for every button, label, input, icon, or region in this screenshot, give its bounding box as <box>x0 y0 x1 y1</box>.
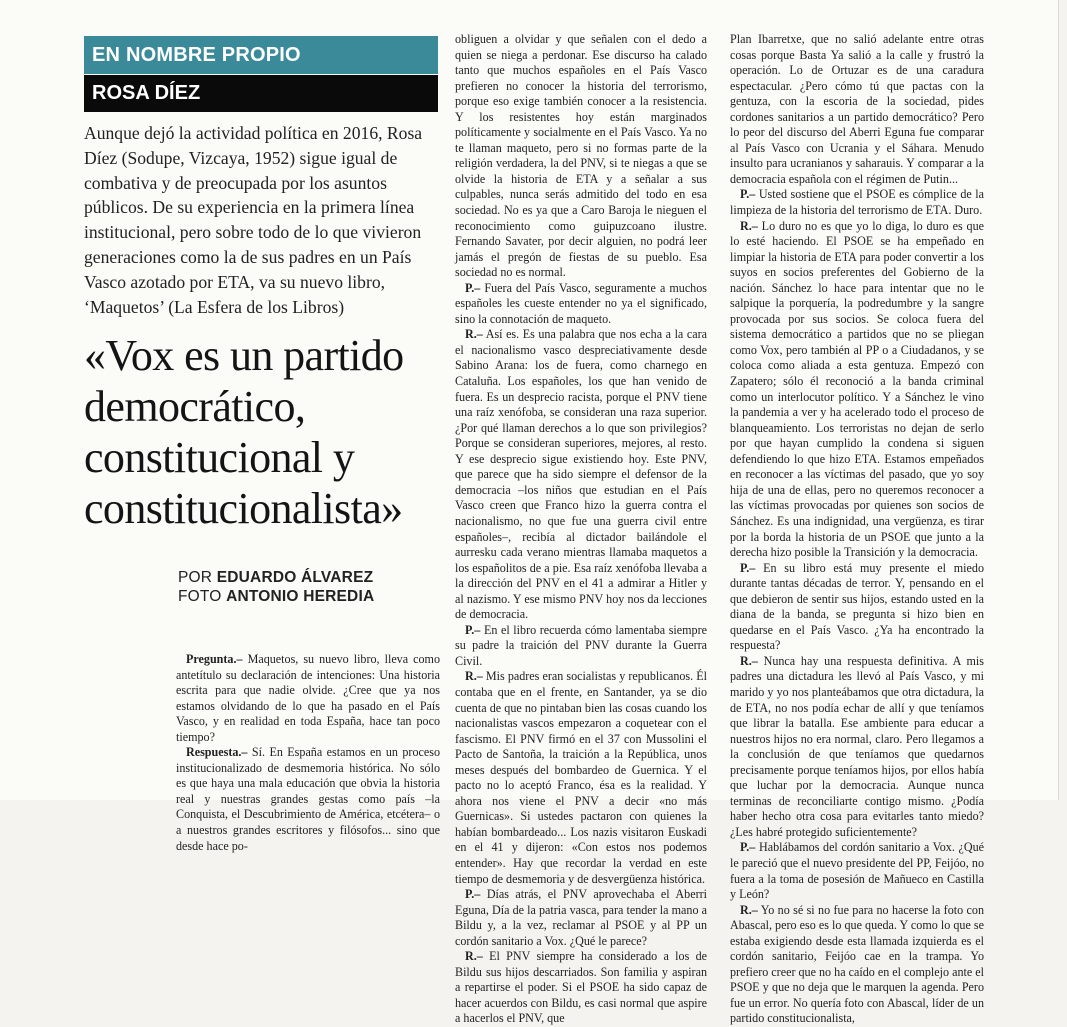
article-paragraph <box>730 187 984 218</box>
speaker-label: P.– <box>740 840 756 855</box>
paragraph-text: Yo no sé si no fue para no hacerse la foto con Abascal, pero eso es lo que queda. Y como lo que se estaba exigiendo desde esta llamada izquierda es el cordón sanitario, Feijóo cae en la trampa. Yo prefiero creer que no ha caído en el complejo ante el PSOE y que no deja que le marquen la agenda. Pero fue un error. No quería foto con Abascal, líder de un partido constitucionalista, <box>730 902 984 1026</box>
paragraph-text: Usted sostiene que el PSOE es cómplice de la limpieza de la historia del terrorismo de ETA. Duro. <box>730 187 984 218</box>
article-paragraph <box>455 887 707 949</box>
text-column-2 <box>455 32 707 1027</box>
intro-paragraph: Aunque dejó la actividad política en 2016, Rosa Díez (Sodupe, Vizcaya, 1952) sigue igual de combativa y de preocupada por los asuntos públicos. De su experiencia en la primera línea institucional, pero sobre todo de lo que vivieron generaciones como la de sus padres en un País Vasco azotado por ETA, va su nuevo libro, ‘Maquetos’ (La Esfera de los Libros) <box>84 123 423 317</box>
paragraph-text: Días atrás, el PNV aprovechaba el Aberri Eguna, Día de la patria vasca, para tender la mano a Bildu y, a la vez, reclamar al PSOE y al PP un cordón sanitario a Vox. ¿Qué le parece? <box>455 887 707 948</box>
text-column-3 <box>730 32 984 1027</box>
article-paragraph <box>730 219 984 561</box>
paragraph-text: Sí. En España estamos en un proceso institucionalizado de desmemoria histórica. No sólo es que haya una mala educación que obvia la historia real y nuestras grandes gestas como país –la Conquista, el Descubrimiento de América, etcétera– o a nuestros grandes escritores y filósofos... sino que desde hace po- <box>176 745 440 853</box>
article-paragraph <box>455 32 707 281</box>
article-paragraph <box>176 652 440 745</box>
speaker-label: P.– <box>465 280 481 295</box>
article-paragraph <box>730 561 984 654</box>
paragraph-text: Plan Ibarretxe, que no salió adelante entre otras cosas porque Basta Ya salió a la calle y frustró la operación. Lo de Ortuzar es de una caradura espectacular. ¿Pero cómo tú que pactas con la gentuza, con la escoria de la sociedad, pides cordones sanitarios a un partido democrático? Pero lo peor del discurso del Aberri Eguna fue comparar al País Vasco con Ucrania y el Sáhara. Menudo insulto para ucranianos y saharauis. Y comparar a la democracia española con el régimen de Putin... <box>730 32 984 186</box>
article-paragraph <box>455 281 707 328</box>
paragraph-text: Lo duro no es que yo lo diga, lo duro es que lo esté haciendo. El PSOE se ha empeñado en limpiar la historia de ETA para poder convertir a los suyos en socios preferentes del Gobierno de la nación. Sánchez lo hace para intentar que no le salpique la porquería, la podredumbre y la sangre provocada por sus socios. Se coloca fuera del sistema democrático a partidos que no se pliegan como Vox, pero también al PP o a Ciudadanos, y se coloca como aliada a esta gentuza. Empezó con Zapatero; sólo él reconoció a la banda criminal como un interlocutor político. Y a Sánchez le vino la pandemia a ver y ha acelerado todo el proceso de blanqueamiento. Los terroristas no dejan de serlo por que hayan cumplido la condena si siguen defendiendo lo que hizo ETA. Estamos empeñados en reconocer a las víctimas del pasado, que yo soy hija de una de ellas, pero no queremos reconocer a las víctimas provocadas por quienes son socios de Sánchez. Es una indignidad, una vergüenza, es tirar por la borda la historia de un PSOE que junto a la derecha hizo posible la Transición y la democracia. <box>730 218 984 560</box>
article-paragraph <box>730 840 984 902</box>
speaker-label: R.– <box>740 902 758 917</box>
speaker-label: P.– <box>740 187 756 202</box>
paragraph-text: Hablábamos del cordón sanitario a Vox. ¿Qué le pareció que el nuevo presidente del PP, Feijóo, no fuera a la toma de posesión de Mañueco en Castilla y León? <box>730 840 984 902</box>
foto-label: FOTO <box>178 588 222 605</box>
article-paragraph <box>730 903 984 1027</box>
paragraph-text: Fuera del País Vasco, seguramente a muchos españoles les cueste entender no ya el significado, sino la connotación de maqueto. <box>455 280 707 326</box>
speaker-label: R.– <box>465 327 483 342</box>
article-paragraph <box>730 32 984 187</box>
paragraph-text: El PNV siempre ha considerado a los de Bildu sus hijos descarriados. Son familia y aspiran a repartirse el poder. Si el PSOE ha sido capaz de hacer acuerdos con Bildu, es casi normal que aspire a hacerlos el PNV, que <box>455 949 707 1026</box>
paragraph-text: Maquetos, su nuevo libro, lleva como antetítulo su declaración de intenciones: Una historia escrita para que nadie olvide. ¿Cree que ya nos estamos olvidando de lo que ha pasado en el País Vasco, y en realidad en toda España, hace tan poco tiempo? <box>176 652 440 744</box>
article-paragraph <box>455 669 707 887</box>
photo-line <box>178 587 374 606</box>
article-paragraph <box>455 327 707 622</box>
paragraph-text: En su libro está muy presente el miedo durante tantas décadas de terror. Y, pensando en el que debieron de sentir sus hijos, estando usted en la diana de la banda, se pregunta si hizo bien en quedarse en el País Vasco. ¿Ya ha encontrado la respuesta? <box>730 560 984 653</box>
speaker-label: Respuesta.– <box>186 745 248 760</box>
photographer-name: ANTONIO HEREDIA <box>226 588 375 605</box>
article-paragraph <box>455 623 707 670</box>
paragraph-text: Así es. Es una palabra que nos echa a la cara el nacionalismo vasco despreciativamente desde Sabino Arana: los de fuera, como charnego en Cataluña. Los españoles, los que han venido de fuera. Es un desprecio racista, porque el PNV tiene una raíz xenófoba, se consideran una raza superior. ¿Por qué llaman derechos a lo que son privilegios? Porque se consideran superiores, mejores, al resto. Y ese desprecio sigue existiendo hoy. Este PNV, que parece que ha sido siempre el defensor de la democracia –los niños que estudian en el País Vasco creen que Franco hizo la guerra contra el nacionalismo, no que fue una guerra civil entre españoles–, recibía al dictador bailándole el aurresku cada verano mientras llamaba maquetos a los españolitos de a pie. Esa raíz xenófoba llevaba a la dirección del PNV en el 41 a admirar a Hitler y al nazismo. Y ese mismo PNV hoy nos da lecciones de democracia. <box>455 327 707 622</box>
paragraph-text: Mis padres eran socialistas y republicanos. Él contaba que en el frente, en Santander, ya se dio cuenta de que no pintaban bien las cosas cuando los nacionalistas vascos empezaron a coquetear con el fascismo. El PNV firmó en el 37 con Mussolini el Pacto de Santoña, la traición a la República, unos meses después del bombardeo de Guernica. Y el pacto no lo aceptó Franco, ésa es la realidad. Y ahora nos viene el PNV a decir «no más Guernicas». Si ustedes pactaron con quienes la habían bombardeado... Los nazis visitaron Euskadi en el 41 y dijeron: «Con estos nos podemos entender». Hay que recordar la verdad en este tiempo de desmemoria y de desvergüenza histórica. <box>455 669 707 886</box>
paragraph-text: Nunca hay una respuesta definitiva. A mis padres una dictadura les llevó al País Vasco, y mi marido y yo nos planteábamos que otra dictadura, la de ETA, no nos podía echar de allí y que teníamos que librar la batalla. Ese ambiente para educar a nuestros hijos no era normal, claro. Pero llegamos a la conclusión de que teníamos que quedarnos precisamente porque teníamos hijos, por ellos había que luchar por la democracia. Aunque nunca terminas de reconciliarte contigo mismo. ¿Podía haber hecho otra cosa para evitarles tanto miedo? ¿Les habré protegido suficientemente? <box>730 653 984 839</box>
speaker-label: P.– <box>465 622 481 637</box>
speaker-label: R.– <box>740 218 758 233</box>
speaker-label: R.– <box>465 949 483 964</box>
speaker-label: Pregunta.– <box>186 652 243 666</box>
text-column-1 <box>176 652 440 854</box>
section-label: EN NOMBRE PROPIO <box>84 36 438 74</box>
byline <box>178 568 374 606</box>
article-paragraph <box>730 654 984 841</box>
headline: «Vox es un partido democrático, constitucional y constitucionalista» <box>84 331 404 533</box>
speaker-label: P.– <box>740 560 756 575</box>
speaker-label: R.– <box>740 653 758 668</box>
paragraph-text: obliguen a olvidar y que señalen con el dedo a quien se niega a perdonar. Ese discurso ha calado tanto que muchos españoles en el País Vasco prefieren no conocer la historia del terrorismo, porque eso exige también conocer a la resistencia. Y los resistentes hoy están marginados políticamente y socialmente en el País Vasco. Ya no te llaman maqueto, pero si no formas parte de la religión verdadera, la del PNV, si te niegas a que se olvide la historia de ETA y a señalar a sus culpables, nunca serás admitido del todo en esa sociedad. No es ya que a Caro Baroja le nieguen el reconocimiento como guipuzcoano ilustre. Fernando Savater, por decir alguien, no podrá leer jamás el pregón de fiestas de su pueblo. Esa sociedad no es normal. <box>455 32 707 280</box>
speaker-label: P.– <box>465 887 481 902</box>
interviewee-name: ROSA DÍEZ <box>84 75 438 112</box>
author-line <box>178 568 374 587</box>
por-label: POR <box>178 569 213 586</box>
paragraph-text: En el libro recuerda cómo lamentaba siempre su padre la traición del PNV durante la Guerra Civil. <box>455 622 707 668</box>
author-name: EDUARDO ÁLVAREZ <box>216 569 374 586</box>
speaker-label: R.– <box>465 669 483 684</box>
article-paragraph <box>455 949 707 1027</box>
